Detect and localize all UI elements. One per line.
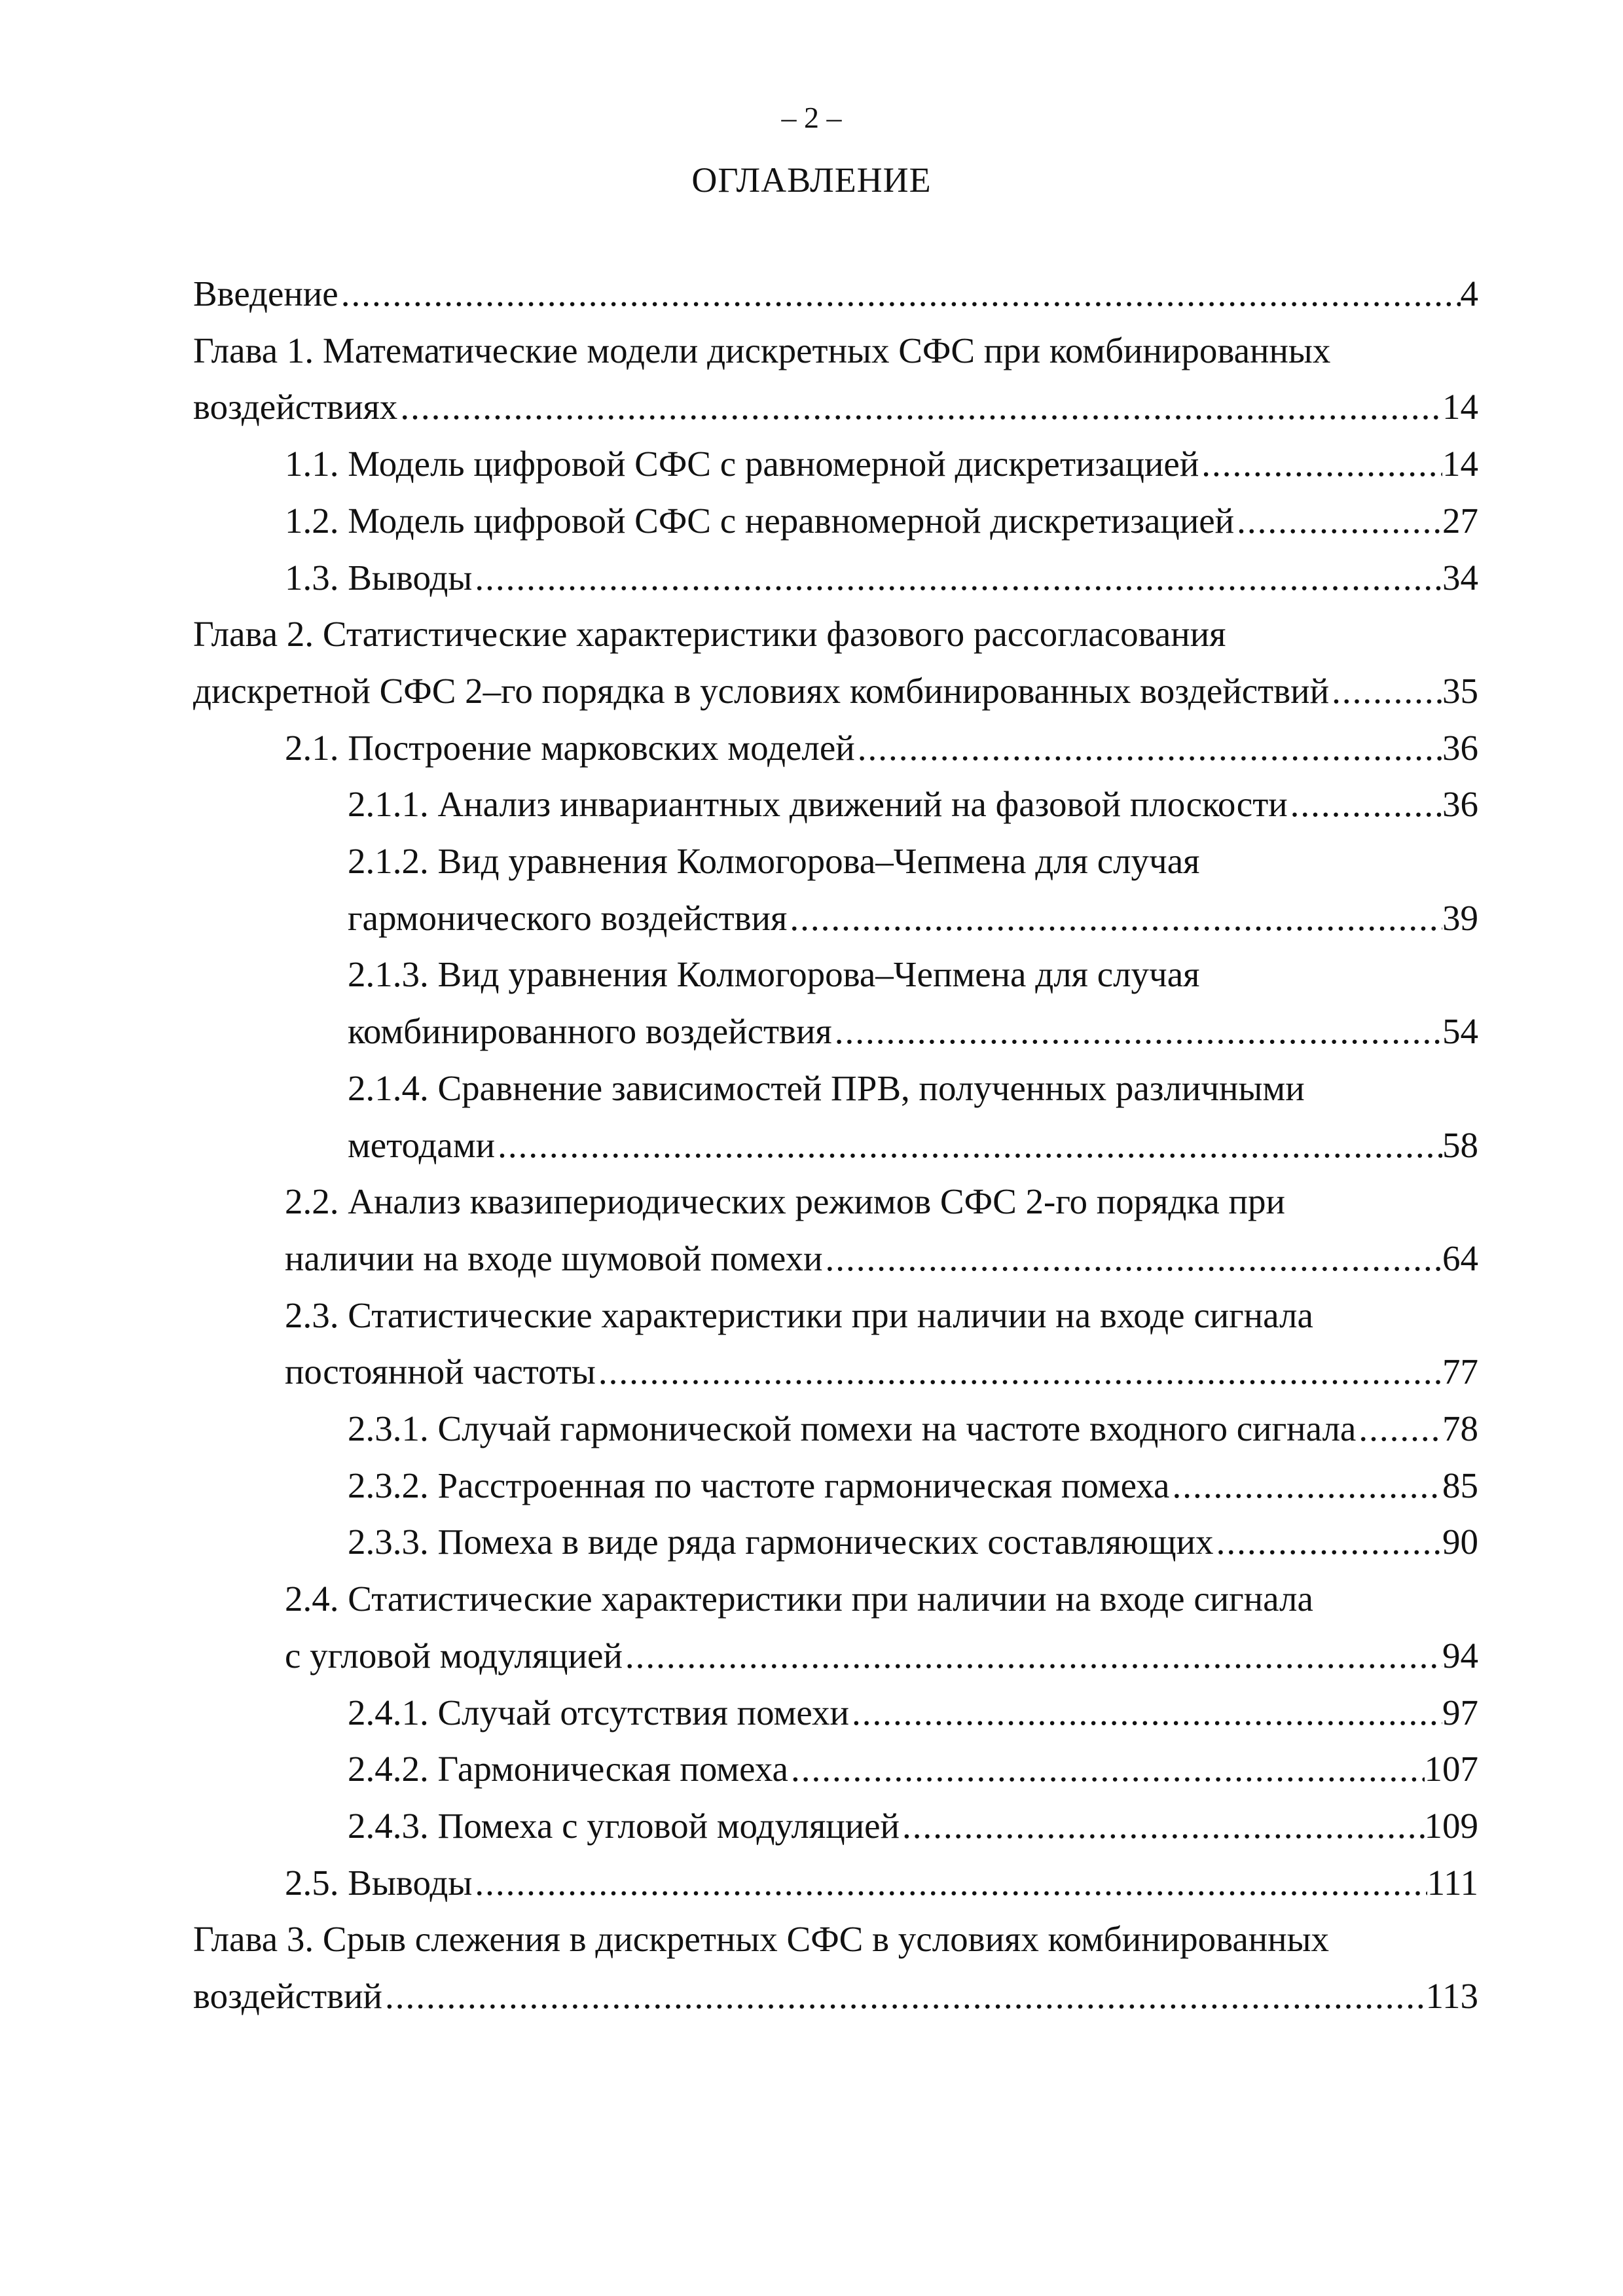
toc-entry: [193, 1685, 1478, 1742]
toc-entry-text: 2.3.1. Случай гармонической помехи на частоте входного сигнала: [348, 1408, 1357, 1449]
toc-entry: [193, 550, 1478, 607]
toc-entry-heading-line: 2.2. Анализ квазипериодических режимов СФС 2-го порядка при: [285, 1181, 1285, 1222]
toc-entry: [193, 1174, 1478, 1287]
toc-entry: [193, 1741, 1478, 1798]
toc-entry: [193, 1798, 1478, 1855]
toc-entry: [193, 493, 1478, 550]
toc-entry: [193, 776, 1478, 833]
toc-entry-text: 2.4.2. Гармоническая помеха: [348, 1749, 788, 1789]
toc-page-number: 85: [1442, 1465, 1478, 1505]
dot-leader: [382, 1968, 1426, 2025]
toc-entry: [193, 720, 1478, 777]
toc-page-number: 36: [1442, 784, 1478, 825]
toc-entry-text: методами: [348, 1124, 496, 1165]
toc-entry: [193, 266, 1478, 323]
toc-page-number: 113: [1425, 1976, 1478, 2017]
table-of-contents: [193, 266, 1478, 2025]
dot-leader: [900, 1798, 1425, 1855]
toc-entry: [193, 1571, 1478, 1684]
toc-entry: [193, 946, 1478, 1060]
toc-entry-text: 2.1. Построение марковских моделей: [285, 727, 855, 768]
toc-entry-line: [348, 1685, 1478, 1742]
toc-entry: [193, 1401, 1478, 1458]
toc-entry: [193, 323, 1478, 436]
toc-entry: [193, 1911, 1478, 2024]
toc-entry-text: 1.1. Модель цифровой СФС с равномерной дискретизацией: [285, 444, 1199, 484]
toc-entry: [193, 1060, 1478, 1174]
toc-entry-text: Введение: [193, 274, 338, 314]
toc-entry: [193, 606, 1478, 719]
toc-entry-line: [285, 1628, 1478, 1685]
toc-entry-text: наличии на входе шумовой помехи: [285, 1238, 823, 1278]
toc-entry-text: воздействий: [193, 1976, 382, 2017]
toc-entry-line: [285, 1855, 1478, 1912]
toc-page-number: 54: [1442, 1011, 1478, 1052]
dot-leader: [1169, 1458, 1442, 1515]
toc-entry: [193, 436, 1478, 493]
dot-leader: [472, 550, 1442, 607]
dot-leader: [1199, 436, 1442, 493]
toc-page-number: 90: [1442, 1522, 1478, 1562]
dot-leader: [823, 1230, 1442, 1287]
toc-page-number: 97: [1442, 1692, 1478, 1732]
toc-entry-line: [348, 1741, 1478, 1798]
dot-leader: [832, 1003, 1442, 1060]
toc-entry-line: [348, 890, 1478, 947]
toc-entry-heading-line: 2.3. Статистические характеристики при наличии на входе сигнала: [285, 1295, 1313, 1335]
dot-leader: [596, 1344, 1442, 1401]
toc-entry-heading-line: Глава 1. Математические модели дискретных СФС при комбинированных: [193, 330, 1331, 370]
dot-leader: [1214, 1514, 1442, 1571]
dot-leader: [1329, 663, 1442, 720]
toc-page-number: 77: [1442, 1352, 1478, 1392]
toc-entry: [193, 1514, 1478, 1571]
dot-leader: [495, 1117, 1442, 1174]
toc-entry: [193, 833, 1478, 946]
dot-leader: [855, 720, 1442, 777]
toc-entry-line: [285, 550, 1478, 607]
toc-page-number: 14: [1442, 387, 1478, 427]
toc-entry-line: [348, 1401, 1478, 1458]
toc-entry-line: [285, 720, 1478, 777]
dot-leader: [397, 379, 1442, 436]
toc-entry-text: воздействиях: [193, 387, 398, 427]
toc-page-number: 27: [1442, 500, 1478, 541]
toc-entry-text: 2.1.1. Анализ инвариантных движений на фазовой плоскости: [348, 784, 1288, 825]
toc-entry-line: [348, 1798, 1478, 1855]
toc-entry: [193, 1458, 1478, 1515]
toc-page-number: 109: [1424, 1805, 1478, 1846]
toc-page-number: 64: [1442, 1238, 1478, 1278]
toc-entry-heading-line: Глава 3. Срыв слежения в дискретных СФС в условиях комбинированных: [193, 1919, 1330, 1960]
dot-leader: [1356, 1401, 1442, 1458]
toc-entry-text: с угловой модуляцией: [285, 1635, 623, 1676]
dot-leader: [849, 1685, 1442, 1742]
toc-entry-line: [348, 1117, 1478, 1174]
toc-entry-line: [193, 663, 1478, 720]
dot-leader: [472, 1855, 1427, 1912]
toc-entry-text: 2.5. Выводы: [285, 1862, 473, 1903]
toc-entry-line: [193, 379, 1478, 436]
toc-page-number: 34: [1442, 557, 1478, 598]
toc-entry-text: 2.3.3. Помеха в виде ряда гармонических составляющих: [348, 1522, 1214, 1562]
page-number: – 2 –: [781, 101, 842, 134]
toc-entry-text: 2.3.2. Расстроенная по частоте гармоническая помеха: [348, 1465, 1170, 1505]
toc-entry-heading-line: Глава 2. Статистические характеристики фазового рассогласования: [193, 614, 1226, 655]
toc-entry-text: 1.3. Выводы: [285, 557, 473, 598]
toc-entry-heading-line: 2.4. Статистические характеристики при наличии на входе сигнала: [285, 1579, 1313, 1619]
toc-entry-line: [193, 266, 1478, 323]
toc-entry-line: [348, 1003, 1478, 1060]
toc-page-number: 4: [1460, 274, 1478, 314]
toc-entry-line: [285, 493, 1478, 550]
toc-entry-line: [348, 776, 1478, 833]
toc-page-number: 36: [1442, 727, 1478, 768]
toc-entry: [193, 1855, 1478, 1912]
toc-entry-line: [285, 1344, 1478, 1401]
toc-page-number: 58: [1442, 1124, 1478, 1165]
toc-entry-line: [348, 1514, 1478, 1571]
toc-page-number: 14: [1442, 444, 1478, 484]
dot-leader: [788, 1741, 1425, 1798]
toc-entry-line: [285, 436, 1478, 493]
dot-leader: [623, 1628, 1442, 1685]
toc-entry-heading-line: 2.1.4. Сравнение зависимостей ПРВ, полученных различными: [348, 1067, 1305, 1108]
toc-entry-heading-line: 2.1.3. Вид уравнения Колмогорова–Чепмена для случая: [348, 954, 1200, 995]
toc-entry: [193, 1287, 1478, 1401]
toc-entry-text: комбинированного воздействия: [348, 1011, 832, 1052]
toc-page-number: 94: [1442, 1635, 1478, 1676]
toc-entry-text: 1.2. Модель цифровой СФС с неравномерной дискретизацией: [285, 500, 1235, 541]
dot-leader: [1288, 776, 1442, 833]
toc-page-number: 107: [1424, 1749, 1478, 1789]
page-title: ОГЛАВЛЕНИЕ: [691, 160, 932, 200]
toc-entry-text: 2.4.1. Случай отсутствия помехи: [348, 1692, 849, 1732]
toc-page-number: 39: [1442, 897, 1478, 938]
dot-leader: [787, 890, 1442, 947]
dot-leader: [1234, 493, 1442, 550]
toc-entry-text: 2.4.3. Помеха с угловой модуляцией: [348, 1805, 900, 1846]
toc-page-number: 78: [1442, 1408, 1478, 1449]
toc-entry-text: гармонического воздействия: [348, 897, 788, 938]
toc-entry-line: [285, 1230, 1478, 1287]
toc-entry-text: постоянной частоты: [285, 1352, 596, 1392]
toc-entry-text: дискретной СФС 2–го порядка в условиях комбинированных воздействий: [193, 670, 1330, 711]
toc-entry-line: [348, 1458, 1478, 1515]
toc-page-number: 111: [1427, 1862, 1478, 1903]
toc-entry-line: [193, 1968, 1478, 2025]
toc-entry-heading-line: 2.1.2. Вид уравнения Колмогорова–Чепмена для случая: [348, 841, 1200, 882]
dot-leader: [338, 266, 1461, 323]
toc-page-number: 35: [1442, 670, 1478, 711]
